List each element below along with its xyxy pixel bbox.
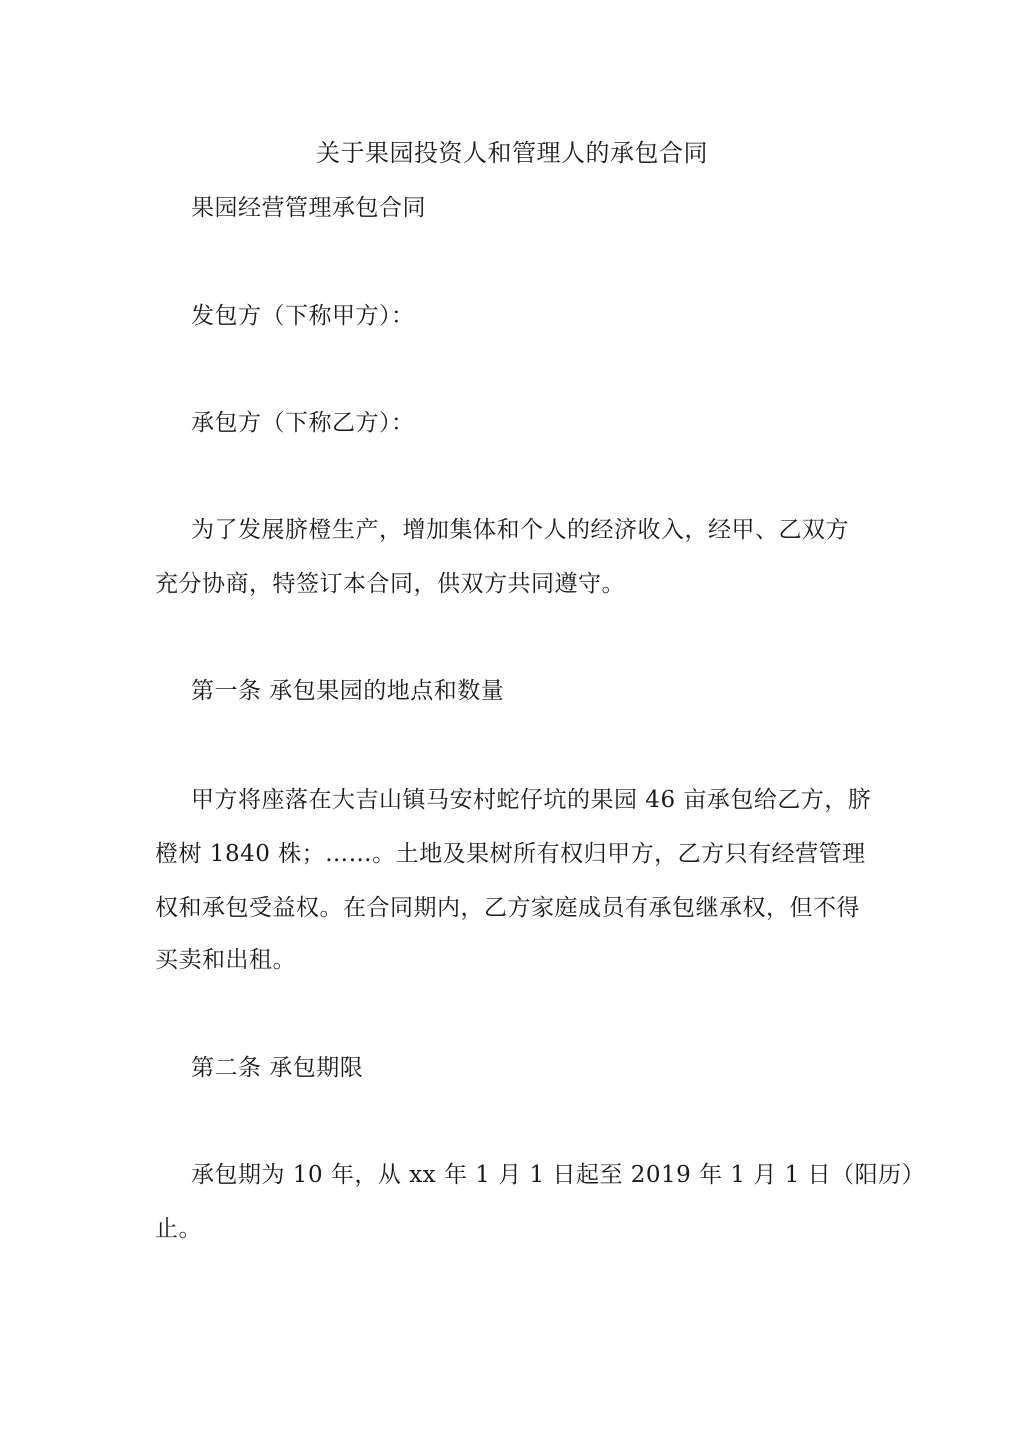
document-title: 关于果园投资人和管理人的承包合同 xyxy=(316,139,708,167)
document-subtitle: 果园经营管理承包合同 xyxy=(191,195,426,221)
article2-heading: 第二条 承包期限 xyxy=(191,1055,364,1081)
article2-line-1: 承包期为 10 年，从 xx 年 1 月 1 日起至 2019 年 1 月 1 日（阳历） xyxy=(191,1162,926,1188)
party-b-line: 承包方（下称乙方）： xyxy=(191,410,415,436)
article2-line-2: 止。 xyxy=(155,1216,202,1242)
party-a-line: 发包方（下称甲方）： xyxy=(191,303,415,329)
article1-heading: 第一条 承包果园的地点和数量 xyxy=(191,678,505,704)
article1-line-2: 橙树 1840 株；……。土地及果树所有权归甲方，乙方只有经营管理 xyxy=(155,841,866,867)
article1-line-1: 甲方将座落在大吉山镇马安村蛇仔坑的果园 46 亩承包给乙方，脐 xyxy=(191,787,872,813)
preamble-line-2: 充分协商，特签订本合同，供双方共同遵守。 xyxy=(155,571,625,597)
article1-line-4: 买卖和出租。 xyxy=(155,947,296,973)
preamble-line-1: 为了发展脐橙生产，增加集体和个人的经济收入，经甲、乙双方 xyxy=(191,517,849,543)
article1-line-3: 权和承包受益权。在合同期内，乙方家庭成员有承包继承权，但不得 xyxy=(155,895,860,921)
